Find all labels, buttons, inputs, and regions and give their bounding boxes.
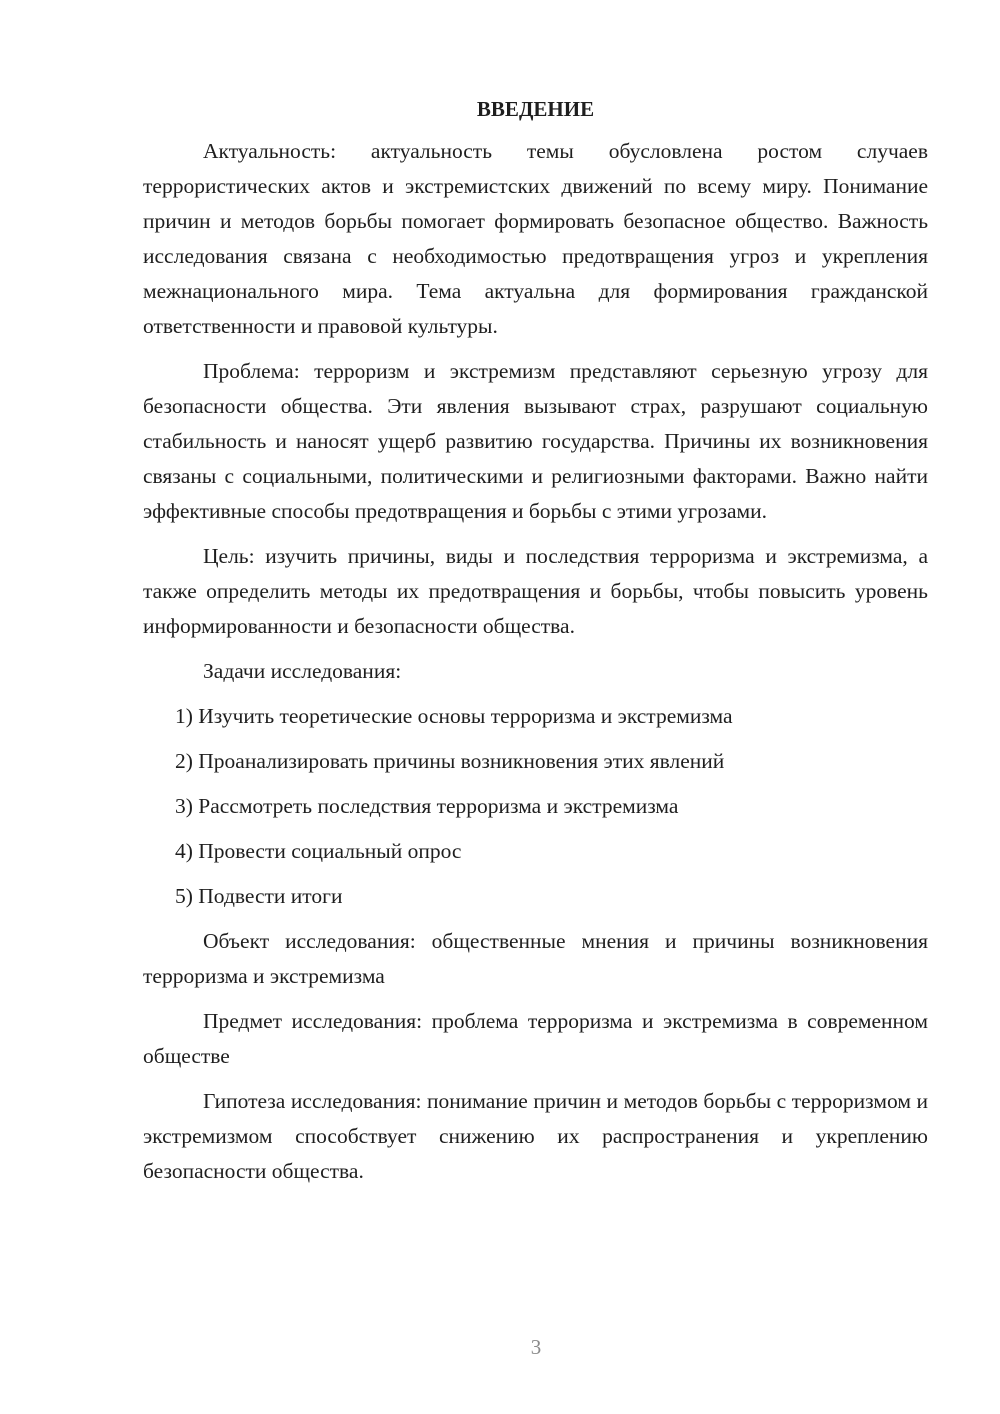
section-title: ВВЕДЕНИЕ	[476, 97, 595, 121]
goal-paragraph: Цель: изучить причины, виды и последствия терроризма и экстремизма, а также определить методы их предотвращения и борьбы, чтобы повысить уровень информированности и безопасности общества.	[143, 544, 928, 638]
task-item: 5) Подвести итоги	[175, 884, 343, 908]
hypothesis-paragraph: Гипотеза исследования: понимание причин и методов борьбы с терроризмом и экстремизмом способствует снижению их распространения и укреплению безопасности общества.	[143, 1089, 928, 1183]
relevance-paragraph: Актуальность: актуальность темы обусловлена ростом случаев террористических актов и экстремистских движений по всему миру. Понимание причин и методов борьбы помогает формировать безопасное общество. Важность исследования связана с необходимостью предотвращения угроз и укрепления межнационального мира. Тема актуальна для формирования гражданской ответственности и правовой культуры.	[143, 139, 928, 338]
problem-paragraph: Проблема: терроризм и экстремизм представляют серьезную угрозу для безопасности общества. Эти явления вызывают страх, разрушают социальную стабильность и наносят ущерб развитию государства. Причины их возникновения связаны с социальными, политическими и религиозными факторами. Важно найти эффективные способы предотвращения и борьбы с этими угрозами.	[143, 359, 928, 523]
page-content	[143, 96, 928, 1199]
task-list	[143, 699, 928, 914]
subject-paragraph: Предмет исследования: проблема терроризма и экстремизма в современном обществе	[143, 1009, 928, 1068]
object-paragraph: Объект исследования: общественные мнения и причины возникновения терроризма и экстремизма	[143, 929, 928, 988]
task-item: 2) Проанализировать причины возникновения этих явлений	[175, 749, 725, 773]
page-number: 3	[530, 1335, 542, 1359]
task-item: 1) Изучить теоретические основы терроризма и экстремизма	[175, 704, 733, 728]
task-item: 4) Провести социальный опрос	[175, 839, 462, 863]
task-item: 3) Рассмотреть последствия терроризма и экстремизма	[175, 794, 679, 818]
tasks-heading: Задачи исследования:	[203, 659, 402, 683]
